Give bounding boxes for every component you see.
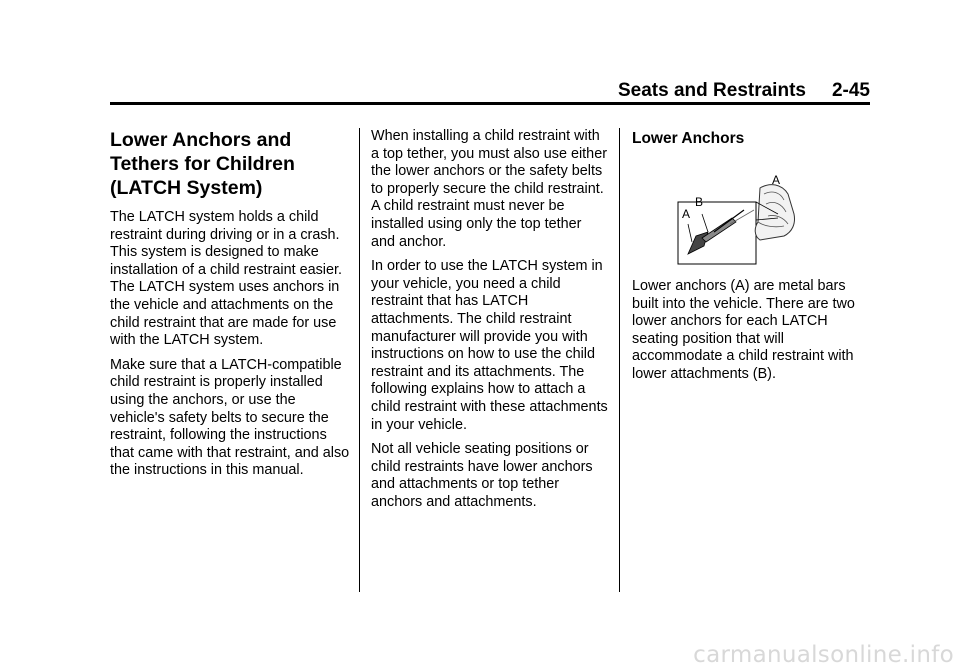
- column-1: [110, 128, 352, 487]
- figure-label-b: B: [695, 195, 704, 209]
- page-number: 2-45: [831, 80, 870, 101]
- section-title: Lower Anchors and Tethers for Children (LATCH System): [110, 129, 295, 199]
- subsection-title: Lower Anchors: [632, 130, 745, 147]
- header-rule: [110, 102, 870, 105]
- column-2: [371, 128, 609, 518]
- column-3: [632, 128, 870, 391]
- paragraph: When installing a child restraint with a top tether, you must also use either the lower anchors or the safety belts to properly secure the child restraint. A child restraint must never be installed using only the top tether and anchor.: [371, 128, 607, 250]
- header-section-title: Seats and Restraints: [618, 80, 806, 101]
- column-divider: [619, 128, 620, 592]
- paragraph: In order to use the LATCH system in your vehicle, you need a child restraint that has LATCH attachments. The child restraint manufacturer will provide you with instructions on how to use the child restraint and its attachments. The following explains how to attach a child restraint with these attachments in your vehicle.: [371, 258, 608, 433]
- lower-anchors-illustration: [674, 180, 798, 266]
- column-divider: [359, 128, 360, 592]
- paragraph: Make sure that a LATCH-compatible child restraint is properly installed using the anchors, or use the vehicle's safety belts to secure the restraint, following the instructions that came with that restraint, and also the instructions in this manual.: [110, 356, 350, 479]
- watermark: carmanualsonline.info: [693, 642, 954, 668]
- paragraph: The LATCH system holds a child restraint during driving or in a crash. This system is designed to make installation of a child restraint easier. The LATCH system uses anchors in the vehicle and attachments on the child restraint that are made for use with the LATCH system.: [110, 209, 342, 349]
- figure-label-a-top: A: [772, 173, 781, 187]
- lower-anchors-figure: [674, 173, 798, 266]
- paragraph: Lower anchors (A) are metal bars built into the vehicle. There are two lower anchors for each LATCH seating position that will accommodate a child restraint with lower attachments (B).: [632, 278, 855, 382]
- page-header: [110, 80, 870, 104]
- paragraph: Not all vehicle seating positions or child restraints have lower anchors and attachments or top tether anchors and attachments.: [371, 441, 593, 510]
- figure-label-a-left: A: [682, 207, 691, 221]
